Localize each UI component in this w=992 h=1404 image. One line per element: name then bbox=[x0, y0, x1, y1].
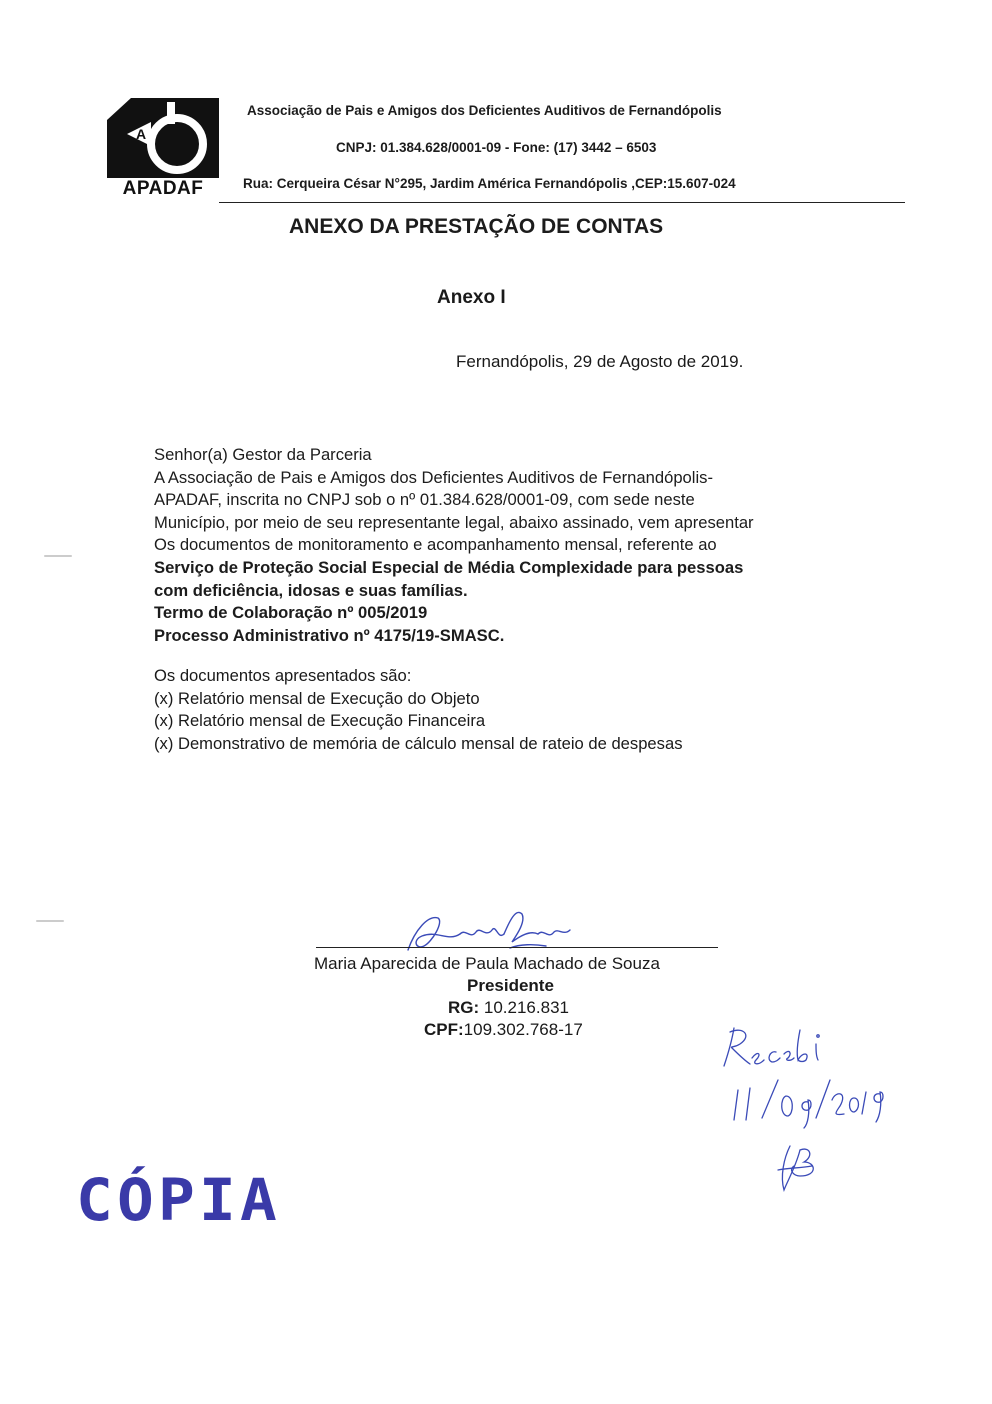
org-cnpj-phone: CNPJ: 01.384.628/0001-09 - Fone: (17) 3442 – 6503 bbox=[336, 140, 657, 155]
body-line: APADAF, inscrita no CNPJ sob o nº 01.384.628/0001-09, com sede neste bbox=[154, 490, 695, 510]
copy-stamp bbox=[76, 1165, 286, 1227]
list-item: (x) Demonstrativo de memória de cálculo mensal de rateio de despesas bbox=[154, 733, 683, 753]
signatory-cpf bbox=[424, 1020, 583, 1040]
org-address: Rua: Cerqueira César N°295, Jardim América Fernandópolis ,CEP:15.607-024 bbox=[243, 176, 736, 191]
date-line: Fernandópolis, 29 de Agosto de 2019. bbox=[456, 352, 744, 371]
list-item: (x) Relatório mensal de Execução do Objeto bbox=[154, 688, 480, 708]
org-name: Associação de Pais e Amigos dos Deficientes Auditivos de Fernandópolis bbox=[247, 103, 722, 118]
svg-text:CÓPIA: CÓPIA bbox=[76, 1166, 271, 1227]
cpf-value: 109.302.768-17 bbox=[463, 1020, 583, 1039]
rg-value: 10.216.831 bbox=[479, 998, 569, 1017]
body-line: Os documentos de monitoramento e acompanhamento mensal, referente ao bbox=[154, 535, 717, 555]
svg-text:A: A bbox=[136, 126, 147, 142]
document-subtitle: Anexo I bbox=[437, 287, 506, 308]
list-item: (x) Relatório mensal de Execução Financeira bbox=[154, 711, 486, 731]
scan-speck bbox=[44, 555, 72, 557]
service-name: Serviço de Proteção Social Especial de Média Complexidade para pessoas bbox=[154, 557, 744, 577]
signatory-rg bbox=[448, 998, 569, 1018]
documents-list bbox=[154, 665, 683, 755]
process-number: Processo Administrativo nº 4175/19-SMASC. bbox=[154, 625, 505, 645]
letter-body bbox=[154, 444, 894, 647]
scan-speck bbox=[36, 920, 64, 922]
body-line: A Associação de Pais e Amigos dos Deficientes Auditivos de Fernandópolis- bbox=[154, 467, 713, 487]
documents-intro: Os documentos apresentados são: bbox=[154, 666, 412, 685]
handwritten-receipt-note bbox=[700, 1020, 900, 1210]
body-line: Senhor(a) Gestor da Parceria bbox=[154, 445, 372, 464]
signatory-name: Maria Aparecida de Paula Machado de Souza bbox=[314, 954, 660, 973]
signature-line bbox=[316, 947, 718, 948]
document-title: ANEXO DA PRESTAÇÃO DE CONTAS bbox=[289, 215, 664, 238]
service-name-cont: com deficiência, idosas e suas famílias. bbox=[154, 580, 468, 600]
header-divider bbox=[219, 202, 905, 203]
body-line: Município, por meio de seu representante legal, abaixo assinado, vem apresentar bbox=[154, 512, 754, 532]
signatory-role: Presidente bbox=[467, 976, 554, 995]
handwritten-signature bbox=[320, 900, 720, 960]
cpf-label: CPF: bbox=[424, 1020, 464, 1039]
rg-label: RG: bbox=[448, 998, 480, 1017]
term-number: Termo de Colaboração nº 005/2019 bbox=[154, 603, 428, 623]
logo-text: APADAF bbox=[122, 178, 204, 199]
